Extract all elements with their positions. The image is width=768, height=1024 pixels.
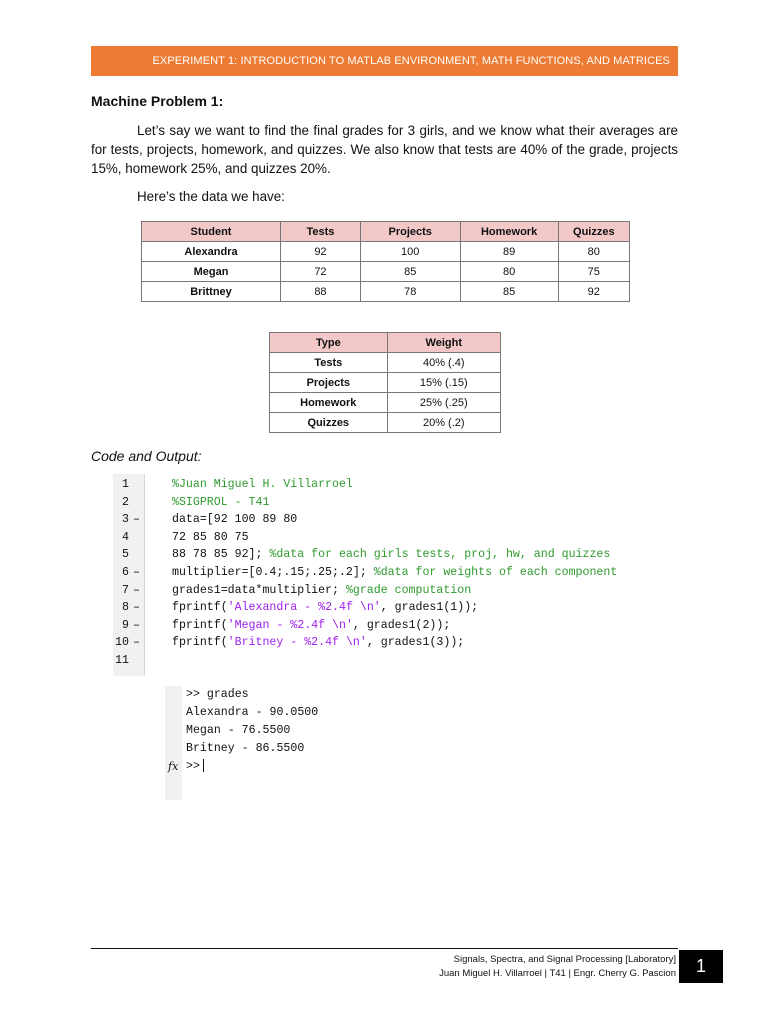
col-header-tests: Tests xyxy=(281,222,361,242)
code-source xyxy=(172,476,353,494)
console-line: Alexandra - 90.0500 xyxy=(186,706,319,719)
table-cell: Megan xyxy=(142,262,281,282)
line-number: 7 xyxy=(122,583,129,597)
console-line: >> grades xyxy=(186,688,249,701)
line-number: 8 xyxy=(122,601,129,615)
code-source xyxy=(172,546,610,564)
weights-table xyxy=(269,332,501,433)
table-cell: 40% (.4) xyxy=(387,353,500,373)
breakpoint-dash[interactable]: – xyxy=(133,513,140,527)
table-row xyxy=(270,413,501,433)
code-comment: %Juan Miguel H. Villarroel xyxy=(172,478,353,491)
footer-rule xyxy=(91,948,678,949)
table-cell: 20% (.2) xyxy=(387,413,500,433)
footer-author: Juan Miguel H. Villarroel | T41 | Engr. Cherry G. Pascion xyxy=(439,968,676,979)
header-bar xyxy=(91,46,678,76)
console-gutter xyxy=(165,686,182,800)
code-text: 88 78 85 92]; xyxy=(172,548,270,562)
line-number: 11 xyxy=(115,654,129,667)
code-string: 'Britney - %2.4f \n' xyxy=(227,636,367,650)
table-header-row xyxy=(142,222,630,242)
table-cell: Tests xyxy=(270,353,388,373)
code-source xyxy=(172,617,450,635)
code-text: 72 85 80 75 xyxy=(172,530,249,544)
table-cell: 25% (.25) xyxy=(387,393,500,413)
command-window[interactable] xyxy=(165,686,405,800)
line-number: 3 xyxy=(122,513,129,527)
table-cell: Quizzes xyxy=(270,413,388,433)
table-row xyxy=(270,353,501,373)
table-cell: Brittney xyxy=(142,282,281,302)
line-number: 6 xyxy=(122,566,129,579)
table-cell: Homework xyxy=(270,393,388,413)
code-comment: %grade computation xyxy=(345,583,472,597)
code-string: 'Alexandra - %2.4f \n' xyxy=(227,601,381,615)
line-number: 5 xyxy=(122,548,129,562)
code-comment: %data for each girls tests, proj, hw, and quizzes xyxy=(269,548,611,562)
table-cell: 89 xyxy=(460,242,558,262)
table-cell: 92 xyxy=(558,282,629,302)
table-cell: 72 xyxy=(281,262,361,282)
table-row xyxy=(142,242,630,262)
code-text: data=[92 100 89 80 xyxy=(172,513,298,527)
line-number: 2 xyxy=(122,495,129,509)
code-text: multiplier=[0.4;.15;.25;.2]; xyxy=(172,566,374,579)
col-header-quizzes: Quizzes xyxy=(558,222,629,242)
table-row xyxy=(270,373,501,393)
code-output-caption: Code and Output: xyxy=(91,448,202,464)
table-cell: Projects xyxy=(270,373,388,393)
breakpoint-dash[interactable]: – xyxy=(133,566,140,579)
footer-course: Signals, Spectra, and Signal Processing [Laboratory] xyxy=(453,954,676,965)
code-text: fprintf( xyxy=(172,618,228,632)
col-header-type: Type xyxy=(270,333,388,353)
table-row xyxy=(142,282,630,302)
grades-table xyxy=(141,221,630,302)
code-text: , grades1(1)); xyxy=(380,601,479,615)
col-header-projects: Projects xyxy=(360,222,460,242)
console-prompt[interactable] xyxy=(186,758,204,776)
code-text: fprintf( xyxy=(172,636,228,650)
breakpoint-dash[interactable]: – xyxy=(133,618,140,632)
page-number: 1 xyxy=(679,950,723,983)
prompt-symbol: >> xyxy=(186,760,200,773)
table-header-row xyxy=(270,333,501,353)
line-number: 9 xyxy=(122,618,129,632)
breakpoint-dash[interactable]: – xyxy=(133,583,140,597)
footer-text xyxy=(439,953,676,981)
table-cell: 80 xyxy=(558,242,629,262)
code-source xyxy=(172,634,464,652)
code-text: fprintf( xyxy=(172,601,228,615)
code-string: 'Megan - %2.4f \n' xyxy=(227,618,353,632)
col-header-weight: Weight xyxy=(387,333,500,353)
section-title: Machine Problem 1: xyxy=(91,93,224,109)
col-header-student: Student xyxy=(142,222,281,242)
fx-icon[interactable]: fx xyxy=(168,760,179,773)
breakpoint-dash[interactable]: – xyxy=(133,636,140,650)
table-row xyxy=(142,262,630,282)
line-number: 10 xyxy=(115,636,129,650)
table-row xyxy=(270,393,501,413)
header-title: EXPERIMENT 1: INTRODUCTION TO MATLAB ENVIRONMENT, MATH FUNCTIONS, AND MATRICES xyxy=(152,55,670,67)
table-cell: 85 xyxy=(460,282,558,302)
code-source xyxy=(172,494,269,512)
code-text: , grades1(3)); xyxy=(366,636,465,650)
line-number: 1 xyxy=(122,478,129,491)
code-source xyxy=(172,511,297,529)
code-source xyxy=(172,564,617,582)
code-comment: %data for weights of each component xyxy=(373,566,618,579)
table-cell: 78 xyxy=(360,282,460,302)
code-source xyxy=(172,582,471,600)
table-cell: 75 xyxy=(558,262,629,282)
code-source xyxy=(172,529,249,547)
line-number: 4 xyxy=(122,530,129,544)
breakpoint-dash[interactable]: – xyxy=(133,601,140,615)
table-cell: 85 xyxy=(360,262,460,282)
code-source xyxy=(172,599,478,617)
table-cell: 92 xyxy=(281,242,361,262)
code-text: grades1=data*multiplier; xyxy=(172,583,346,597)
table-cell: 88 xyxy=(281,282,361,302)
console-line: Britney - 86.5500 xyxy=(186,742,305,755)
text-cursor xyxy=(203,759,204,772)
table-cell: 80 xyxy=(460,262,558,282)
data-lead-text: Here’s the data we have: xyxy=(137,189,285,204)
code-text: , grades1(2)); xyxy=(352,618,451,632)
code-comment: %SIGPROL - T41 xyxy=(172,495,270,509)
table-cell: 15% (.15) xyxy=(387,373,500,393)
col-header-homework: Homework xyxy=(460,222,558,242)
intro-paragraph: Let’s say we want to find the final grades for 3 girls, and we know what their averages are for tests, projects, homework, and quizzes. We also know that tests are 40% of the grade, projects 15%, homework 25%, and quizzes 20%. xyxy=(91,123,678,176)
table-cell: 100 xyxy=(360,242,460,262)
console-line: Megan - 76.5500 xyxy=(186,724,291,737)
table-cell: Alexandra xyxy=(142,242,281,262)
